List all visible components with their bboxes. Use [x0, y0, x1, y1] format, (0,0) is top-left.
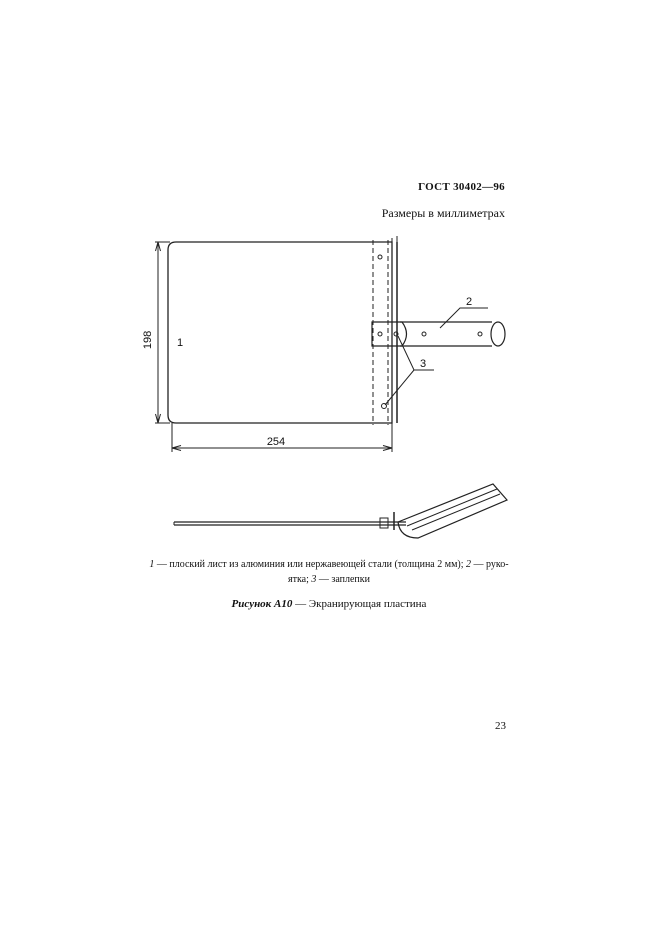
legend-text-1: — плоский лист из алюминия или нержавеющей стали (толщина 2 мм); [154, 559, 467, 570]
legend-num-3: 3 [311, 574, 317, 585]
legend-num-1: 1 [149, 559, 155, 570]
callout-2: 2 [466, 296, 473, 308]
figure-legend [140, 557, 518, 587]
figure-title: — Экранирующая пластина [292, 598, 427, 610]
leader-2 [440, 308, 488, 328]
dimension-height-label: 198 [142, 330, 154, 350]
leader-3b [385, 370, 414, 405]
dimension-width-label: 254 [266, 436, 286, 448]
figure-label: Рисунок А10 [231, 598, 293, 610]
handle-hole [478, 332, 482, 336]
page-number: 23 [495, 720, 506, 732]
leader-3a [398, 336, 434, 370]
document-standard-code: ГОСТ 30402—96 [418, 181, 505, 193]
legend-text-2: — руко- [471, 559, 509, 570]
handle-end [491, 322, 505, 346]
callout-1: 1 [177, 337, 184, 349]
units-note: Размеры в миллиметрах [381, 206, 505, 220]
handle-rivet-1 [378, 332, 382, 336]
side-rivet [380, 518, 388, 528]
legend-text-3: — заплепки [316, 574, 370, 585]
plate-outline [168, 242, 392, 423]
legend-num-2: 2 [466, 559, 472, 570]
rivet-top [378, 255, 382, 259]
figure-caption [140, 598, 518, 610]
callout-3: 3 [420, 358, 427, 370]
handle-rivet-3 [422, 332, 426, 336]
legend-text-2b: ятка; [287, 574, 312, 585]
